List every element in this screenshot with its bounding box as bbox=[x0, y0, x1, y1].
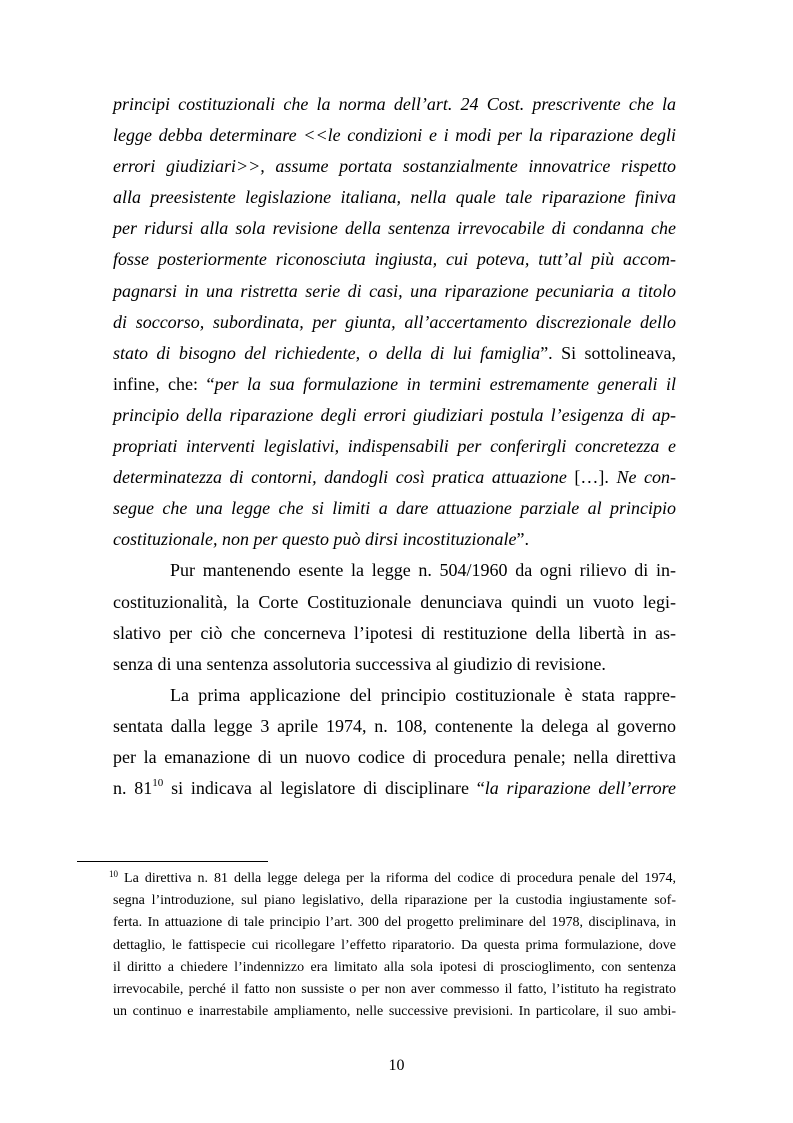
text-line bbox=[113, 89, 676, 120]
text-line bbox=[113, 307, 676, 338]
italic-text: legge debba determinare <<le condizioni e i modi per la riparazione degli bbox=[113, 125, 676, 146]
text-line bbox=[113, 493, 676, 524]
footnote-line bbox=[113, 957, 676, 979]
footnote-line bbox=[113, 1001, 676, 1023]
text-line bbox=[113, 120, 676, 151]
text-run: n. 81 bbox=[113, 778, 153, 799]
text-run: infine, che: “ bbox=[113, 373, 215, 394]
footnote-text: La direttiva n. 81 della legge delega per la riforma del codice di procedura penale del 1974, bbox=[124, 871, 676, 886]
text-line bbox=[113, 276, 676, 307]
text-run: ”. bbox=[516, 529, 529, 550]
italic-text: la riparazione dell’errore bbox=[484, 778, 677, 799]
footnote-line bbox=[113, 935, 676, 957]
italic-text: propriati interventi legislativi, indispensabili per conferirgli concretezza e bbox=[113, 436, 676, 457]
italic-text: principio della riparazione degli errori giudiziari postula l’esigenza di ap- bbox=[113, 404, 676, 425]
text-line bbox=[113, 555, 676, 586]
text-line bbox=[113, 711, 676, 742]
text-line bbox=[113, 369, 676, 400]
text-line bbox=[113, 680, 676, 711]
footnote-line bbox=[113, 912, 676, 934]
text-run: costituzionalità, la Corte Costituzionale denunciava quindi un vuoto legi- bbox=[113, 591, 676, 612]
italic-text: di soccorso, subordinata, per giunta, all’accertamento discrezionale dello bbox=[113, 311, 676, 332]
footnote-block bbox=[109, 868, 676, 1023]
text-line bbox=[113, 431, 676, 462]
footnote-text: il diritto a chiedere l’indennizzo era limitato alla sola ipotesi di proscioglimento, con sentenza bbox=[113, 959, 676, 975]
text-line bbox=[113, 338, 676, 369]
footnote-text: ferta. In attuazione di tale principio l’art. 300 del progetto preliminare del 1978, disciplinava, in bbox=[113, 915, 676, 931]
text-line bbox=[113, 151, 676, 182]
text-line bbox=[113, 524, 676, 555]
text-line bbox=[113, 462, 676, 493]
text-run: La prima applicazione del principio costituzionale è stata rappre- bbox=[170, 684, 676, 705]
footnote-text: irrevocabile, perché il fatto non sussiste o per non aver commesso il fatto, l’istituto ha registrato bbox=[113, 981, 676, 997]
italic-text: determinatezza di contorni, dandogli così pratica attuazione bbox=[113, 467, 567, 488]
italic-text: per la sua formulazione in termini estremamente generali il bbox=[214, 373, 676, 394]
italic-text: fosse posteriormente riconosciuta ingiusta, cui poteva, tutt’al più accom- bbox=[113, 249, 676, 270]
footnote-number: 10 bbox=[109, 869, 118, 879]
page-number: 10 bbox=[388, 1057, 405, 1074]
italic-text: alla preesistente legislazione italiana, nella quale tale riparazione finiva bbox=[113, 187, 676, 208]
italic-text: pagnarsi in una ristretta serie di casi, una riparazione pecuniaria a titolo bbox=[113, 280, 676, 301]
text-line bbox=[113, 587, 676, 618]
body-text bbox=[113, 89, 676, 804]
text-run: senza di una sentenza assolutoria successiva al giudizio di revisione. bbox=[113, 653, 606, 674]
footnote-separator bbox=[77, 861, 268, 862]
text-run: Pur mantenendo esente la legge n. 504/1960 da ogni rilievo di in- bbox=[170, 560, 676, 581]
text-line bbox=[113, 618, 676, 649]
footnote-line bbox=[113, 979, 676, 1001]
text-run: ”. Si sottolineava, bbox=[540, 342, 676, 363]
footnote-text: un continuo e inarrestabile ampliamento, nelle successive previsioni. In particolare, il suo ambi- bbox=[113, 1004, 676, 1020]
text-line bbox=[113, 213, 676, 244]
italic-text: segue che una legge che si limiti a dare attuazione parziale al principio bbox=[113, 498, 676, 519]
text-line bbox=[113, 649, 676, 680]
footnote-line bbox=[113, 890, 676, 912]
text-line bbox=[113, 742, 676, 773]
italic-text: stato di bisogno del richiedente, o della di lui famiglia bbox=[113, 342, 541, 363]
italic-text: principi costituzionali che la norma dell’art. 24 Cost. prescrivente che la bbox=[113, 94, 676, 114]
text-run: per la emanazione di un nuovo codice di procedura penale; nella direttiva bbox=[113, 746, 676, 767]
text-line bbox=[113, 244, 676, 275]
text-line bbox=[113, 773, 676, 804]
text-line bbox=[113, 182, 676, 213]
text-run: sentata dalla legge 3 aprile 1974, n. 108, contenente la delega al governo bbox=[113, 715, 676, 736]
italic-text: costituzionale, non per questo può dirsi incostituzionale bbox=[113, 529, 517, 550]
footnote-line bbox=[109, 868, 676, 890]
text-line bbox=[113, 400, 676, 431]
footnote-text: segna l’introduzione, sul piano legislativo, della riparazione per la custodia ingiustamente sof- bbox=[113, 893, 676, 909]
italic-text: Ne con- bbox=[616, 467, 676, 488]
text-run: si indicava al legislatore di disciplinare “ bbox=[163, 778, 485, 799]
italic-text: per ridursi alla sola revisione della sentenza irrevocabile di condanna che bbox=[113, 218, 676, 239]
text-run: […]. bbox=[566, 467, 617, 488]
footnote-ref: 10 bbox=[152, 777, 164, 790]
text-run: slativo per ciò che concerneva l’ipotesi di restituzione della libertà in as- bbox=[113, 622, 676, 643]
footnote-text: dettaglio, le fattispecie cui ricollegare l’effetto riparatorio. Da questa prima formulazione, dove bbox=[113, 937, 676, 953]
italic-text: errori giudiziari>>, assume portata sostanzialmente innovatrice rispetto bbox=[113, 156, 676, 177]
